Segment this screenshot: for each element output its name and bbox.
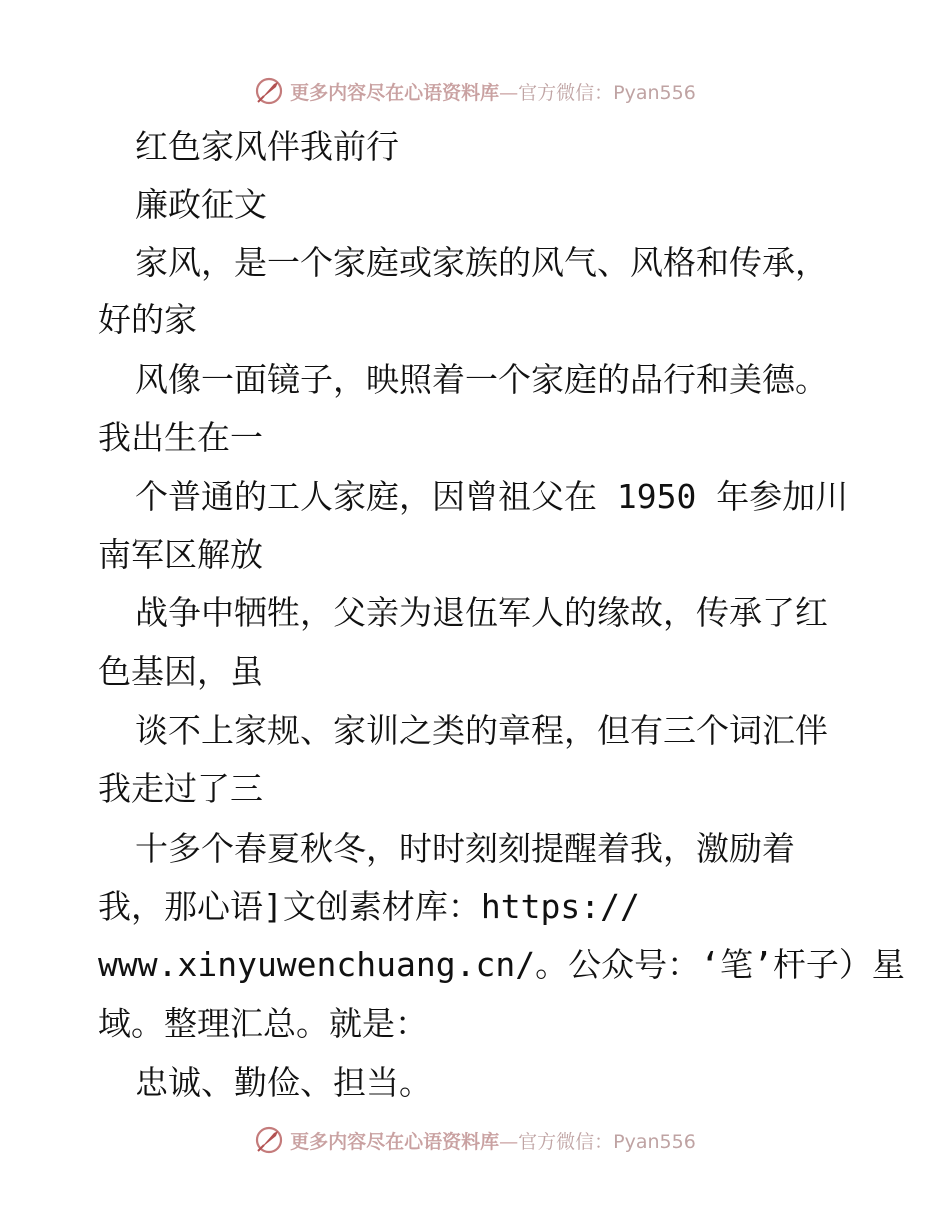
watermark-footer — [0, 1120, 950, 1160]
text-line: 域。整理汇总。就是： — [98, 1004, 428, 1043]
text-line: 风像一面镜子，映照着一个家庭的品行和美德。 — [135, 360, 828, 399]
text-line: 我走过了三 — [98, 769, 263, 808]
watermark-text — [290, 78, 696, 105]
watermark-wechat: 官方微信：Pyan556 — [518, 1130, 696, 1153]
text-line: www.xinyuwenchuang.cn/。公众号：‘笔’杆子）星 — [98, 945, 905, 984]
text-line: 我出生在一 — [98, 418, 263, 457]
watermark-text — [290, 1127, 696, 1154]
watermark-brand: 更多内容尽在心语资料库 — [290, 1130, 500, 1153]
watermark-wechat: 官方微信：Pyan556 — [518, 81, 696, 104]
text-line: 战争中牺牲，父亲为退伍军人的缘故，传承了红 — [135, 593, 828, 632]
text-line: 南军区解放 — [98, 535, 263, 574]
text-line: 家风，是一个家庭或家族的风气、风格和传承， — [135, 243, 828, 282]
watermark-separator: — — [499, 81, 519, 104]
watermark-brand: 更多内容尽在心语资料库 — [290, 81, 500, 104]
text-line: 我，那心语]文创素材库：https:// — [98, 887, 640, 926]
text-line: 谈不上家规、家训之类的章程，但有三个词汇伴 — [135, 711, 828, 750]
text-line: 十多个春夏秋冬，时时刻刻提醒着我，激励着 — [135, 829, 795, 868]
document-subtitle: 廉政征文 — [135, 185, 267, 224]
watermark-header — [0, 71, 950, 111]
watermark-separator: — — [499, 1130, 519, 1153]
text-line: 色基因，虽 — [98, 652, 263, 691]
text-line: 好的家 — [98, 300, 197, 339]
quill-pen-circle-icon — [254, 76, 284, 106]
text-line: 个普通的工人家庭，因曾祖父在 1950 年参加川 — [135, 477, 849, 516]
text-line: 忠诚、勤俭、担当。 — [135, 1063, 432, 1102]
quill-pen-circle-icon — [254, 1125, 284, 1155]
document-title: 红色家风伴我前行 — [135, 127, 399, 166]
